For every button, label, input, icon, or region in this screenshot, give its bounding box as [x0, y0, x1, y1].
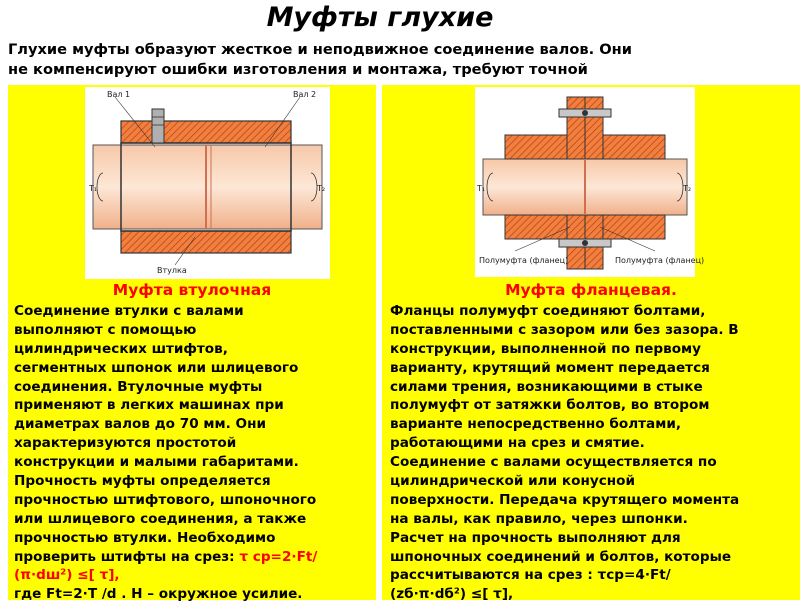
sleeve-coupling-drawing	[85, 87, 330, 279]
text-line: силами трения, возникающими в стыке	[390, 378, 703, 395]
text-line: характеризуются простотой	[14, 435, 237, 452]
label-t2: T₂	[683, 184, 692, 193]
text-line: на валы, как правило, через шпонки.	[390, 510, 688, 527]
text-line: работающими на срез и смятие.	[390, 435, 645, 452]
sleeve-coupling-description	[14, 302, 317, 604]
intro-text	[8, 40, 794, 80]
text-line: (zб·π·dб²) ≤[ τ],	[390, 586, 514, 603]
sleeve-coupling-heading: Муфта втулочная	[112, 281, 272, 299]
intro-line: Глухие муфты образуют жесткое и неподвижное соединение валов. Они	[8, 41, 632, 58]
label-t1: T₁	[89, 184, 98, 193]
sleeve-coupling-panel	[8, 85, 376, 603]
text-line: выполняют с помощью	[14, 321, 197, 338]
formula-prefix: проверить штифты на срез:	[14, 548, 240, 565]
text-line: полумуфт от затяжки болтов, во втором	[390, 397, 710, 414]
text-line: диаметрах валов до 70 мм. Они	[14, 416, 266, 433]
text-line: сегментных шпонок или шлицевого	[14, 359, 299, 376]
text-line: цилиндрической или конусной	[390, 473, 636, 490]
label-half-right: Полумуфта (фланец)	[615, 256, 705, 265]
formula-part-1: τ ср=2·Ft/	[239, 548, 318, 565]
text-line: конструкции и малыми габаритами.	[14, 454, 299, 471]
text-line: рассчитываются на срез : τср=4·Ft/	[390, 567, 671, 584]
flange-coupling-heading: Муфта фланцевая.	[505, 281, 677, 299]
text-line: Соединение втулки с валами	[14, 303, 244, 319]
label-t1: T₁	[477, 184, 486, 193]
formula-line	[14, 548, 317, 567]
text-line: шпоночных соединений и болтов, которые	[390, 548, 732, 565]
sleeve-coupling-diagram	[85, 87, 330, 279]
text-line: варианте непосредственно болтами,	[390, 416, 682, 433]
flange-coupling-description	[390, 302, 739, 604]
text-line: применяют в легких машинах при	[14, 397, 284, 414]
text-line: поверхности. Передача крутящего момента	[390, 491, 740, 508]
text-line: поставленными с зазором или без зазора. В	[390, 321, 739, 338]
text-line: Прочность муфты определяется	[14, 473, 271, 490]
text-line: Расчет на прочность выполняют для	[390, 529, 681, 546]
label-shaft-2: Вал 2	[293, 90, 317, 99]
text-line: Соединение с валами осуществляется по	[390, 454, 717, 471]
flange-coupling-diagram	[475, 87, 705, 277]
text-line: цилиндрических штифтов,	[14, 340, 228, 357]
label-t2: T₂	[317, 184, 326, 193]
text-line: варианту, крутящий момент передается	[390, 359, 710, 376]
text-line: Фланцы полумуфт соединяют болтами,	[390, 303, 706, 319]
text-line: где Ft=2·T /d . H – окружное усилие.	[14, 586, 303, 603]
label-shaft-1: Вал 1	[107, 90, 131, 99]
intro-line: не компенсируют ошибки изготовления и монтажа, требуют точной	[8, 61, 588, 78]
text-line: прочностью штифтового, шпоночного	[14, 491, 317, 508]
label-sleeve: Втулка	[157, 266, 187, 275]
text-line: прочностью втулки. Необходимо	[14, 529, 276, 546]
flange-coupling-drawing	[475, 87, 705, 277]
label-half-left: Полумуфта (фланец)	[479, 256, 569, 265]
formula-part-2: (π·dш²) ≤[ τ],	[14, 567, 120, 584]
text-line: или шлицевого соединения, а также	[14, 510, 307, 527]
flange-coupling-panel	[382, 85, 800, 603]
text-line: конструкции, выполненной по первому	[390, 340, 702, 357]
page-title: Муфты глухие	[266, 2, 494, 33]
column-divider	[377, 85, 381, 600]
text-line: соединения. Втулочные муфты	[14, 378, 263, 395]
